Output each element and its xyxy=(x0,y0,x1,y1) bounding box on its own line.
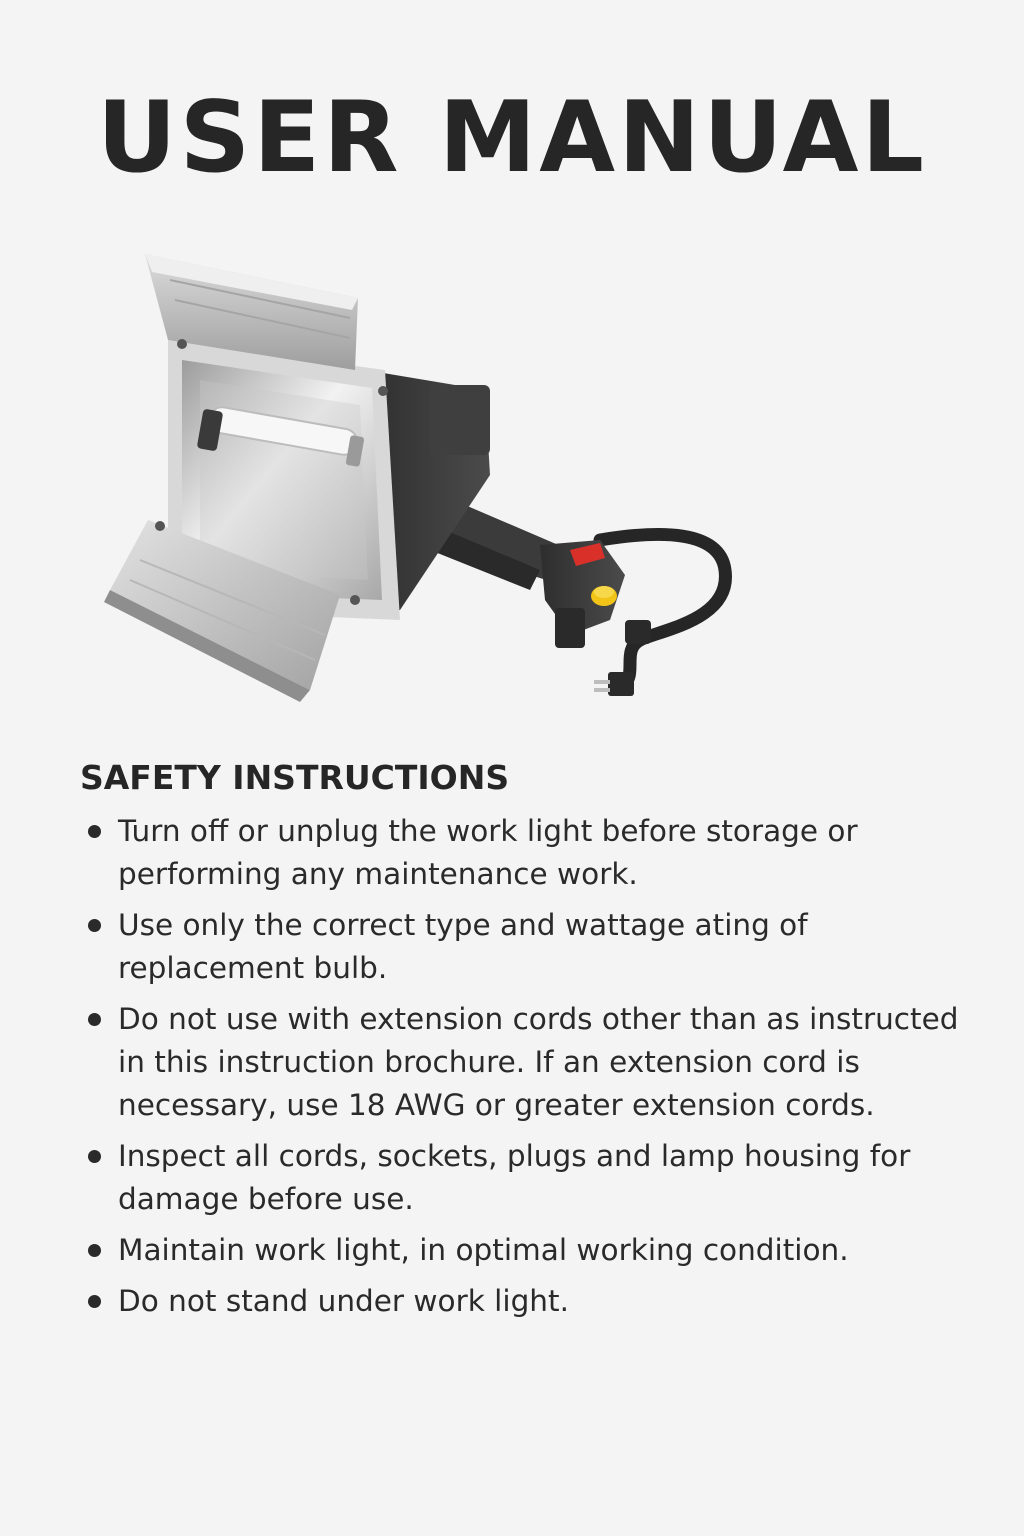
instruction-text: Maintain work light, in optimal working condition. xyxy=(118,1233,849,1267)
page-title: USER MANUAL xyxy=(97,81,927,195)
list-item xyxy=(80,810,960,896)
list-item xyxy=(80,998,960,1127)
list-item xyxy=(80,1280,960,1323)
instruction-text: Use only the correct type and wattage ating of replacement bulb. xyxy=(118,908,808,985)
list-item xyxy=(80,904,960,990)
list-item xyxy=(80,1229,960,1272)
instruction-text: Do not use with extension cords other than as instructed in this instruction brochure. If an extension cord is necessary, use 18 AWG or greater extension cords. xyxy=(118,1002,959,1122)
instruction-text: Do not stand under work light. xyxy=(118,1284,569,1318)
work-light-icon xyxy=(100,240,780,720)
bullet-icon xyxy=(88,1013,101,1026)
bullet-icon xyxy=(88,1150,101,1163)
bullet-icon xyxy=(88,1295,101,1308)
safety-instructions-list xyxy=(80,810,960,1331)
instruction-text: Turn off or unplug the work light before storage or performing any maintenance work. xyxy=(118,814,858,891)
list-item xyxy=(80,1135,960,1221)
bullet-icon xyxy=(88,919,101,932)
bullet-icon xyxy=(88,1244,101,1257)
instruction-text: Inspect all cords, sockets, plugs and lamp housing for damage before use. xyxy=(118,1139,911,1216)
bullet-icon xyxy=(88,825,101,838)
safety-heading: SAFETY INSTRUCTIONS xyxy=(80,758,510,797)
